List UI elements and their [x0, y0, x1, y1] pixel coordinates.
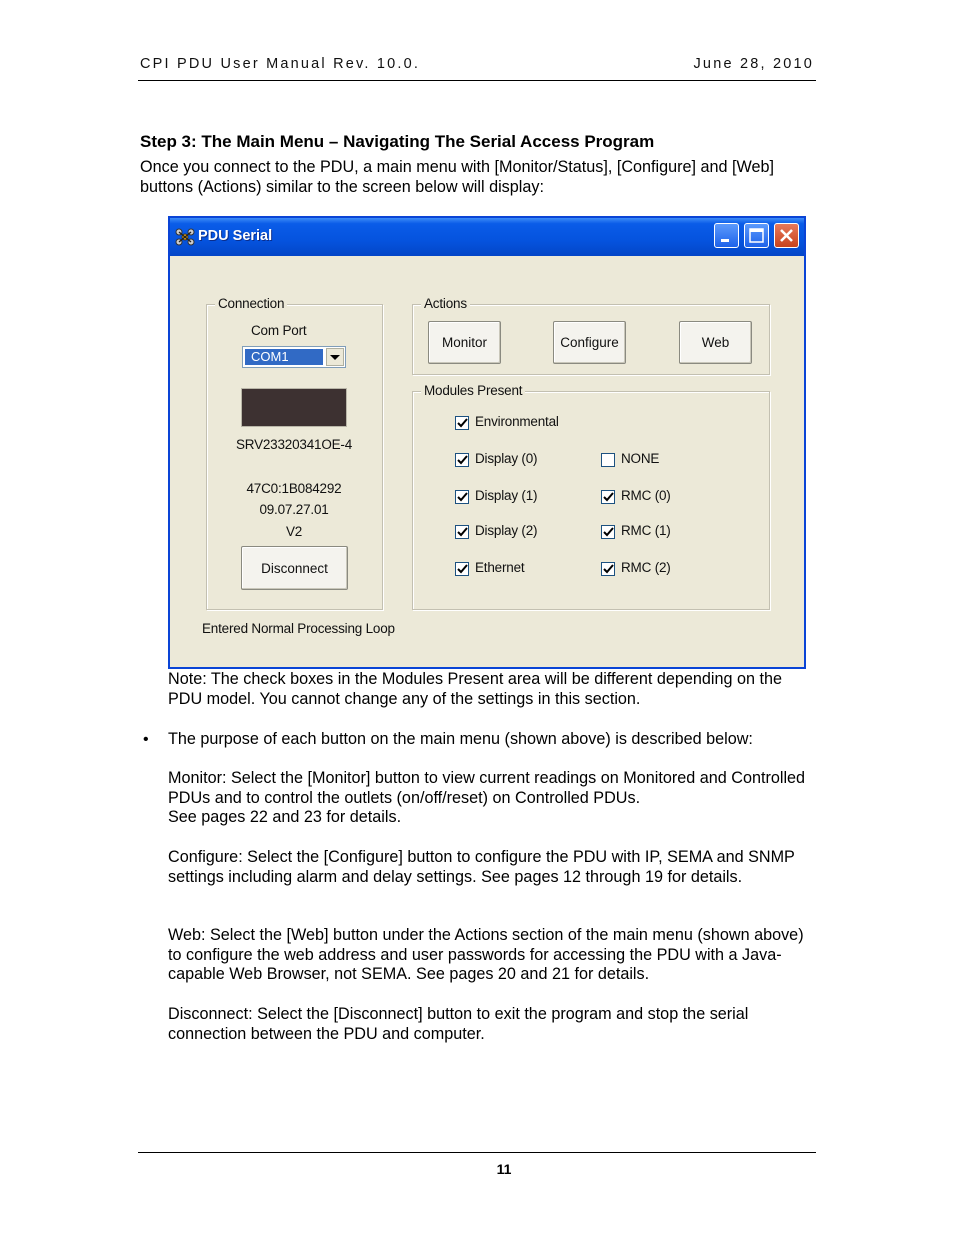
web-description-text: Web: Select the [Web] button under the Actions section of the main menu (shown above) to configure the web address and user passwords for accessing the PDU with a Java-capable Web Browser, not SEMA. See pages 20 and 21 for details.: [168, 926, 804, 984]
intro-paragraph: [140, 158, 820, 197]
configure-button[interactable]: Configure: [553, 321, 626, 364]
checkmark-icon: [457, 418, 468, 429]
disconnect-button[interactable]: Disconnect: [241, 546, 348, 590]
disconnect-description: [168, 1005, 808, 1044]
network-icon: [175, 227, 195, 247]
com-port-select[interactable]: [242, 346, 346, 368]
monitor-description-pages: See pages 22 and 23 for details.: [168, 808, 402, 827]
monitor-description-text: Monitor: Select the [Monitor] button to view current readings on Monitored and Controlled PDUs and to control the outlets (on/off/reset) on Controlled PDUs.: [168, 769, 806, 807]
section-title: Step 3: The Main Menu – Navigating The Serial Access Program: [140, 132, 655, 151]
checkmark-icon: [457, 527, 468, 538]
checkbox-display-2: [455, 525, 469, 539]
module-label: Display (2): [475, 523, 538, 538]
com-port-value: COM1: [245, 349, 323, 365]
module-label: Ethernet: [475, 560, 525, 575]
window-title: PDU Serial: [198, 228, 273, 244]
monitor-button[interactable]: Monitor: [428, 321, 501, 364]
actions-legend: Actions: [421, 296, 470, 311]
configure-description: [168, 848, 808, 887]
bullet-paragraph: [168, 730, 808, 750]
module-label: Display (1): [475, 488, 538, 503]
serial-number: SRV23320341OE-4: [235, 437, 353, 452]
module-label: RMC (0): [621, 488, 671, 503]
modules-legend: Modules Present: [421, 383, 525, 398]
header-title: CPI PDU User Manual Rev. 10.0.: [140, 56, 421, 72]
minimize-icon: [715, 224, 738, 247]
web-description: [168, 926, 808, 985]
checkbox-none: [601, 453, 615, 467]
mac-address: 47C0:1B084292: [246, 481, 342, 496]
module-label: Environmental: [475, 414, 559, 429]
note-paragraph: [168, 670, 808, 709]
header-rule: [138, 80, 816, 81]
checkbox-rmc-0: [601, 490, 615, 504]
checkmark-icon: [603, 527, 614, 538]
module-label: Display (0): [475, 451, 538, 466]
header-date: June 28, 2010: [693, 56, 814, 72]
status-message: Entered Normal Processing Loop: [202, 621, 395, 636]
note-text: Note: The check boxes in the Modules Present area will be different depending on the PDU model. You cannot change any of the settings in this section.: [168, 670, 783, 708]
minimize-button[interactable]: [714, 223, 739, 248]
close-button[interactable]: [774, 223, 799, 248]
module-label: RMC (2): [621, 560, 671, 575]
checkmark-icon: [457, 564, 468, 575]
connection-legend: Connection: [215, 296, 287, 311]
checkmark-icon: [457, 455, 468, 466]
status-display-panel: [241, 388, 347, 427]
title-bar[interactable]: [170, 218, 804, 256]
web-button[interactable]: Web: [679, 321, 752, 364]
configure-description-text: Configure: Select the [Configure] button to configure the PDU with IP, SEMA and SNMP settings including alarm and delay settings. See pages 12 through 19 for details.: [168, 848, 795, 886]
bullet-marker: •: [143, 731, 149, 748]
checkbox-display-1: [455, 490, 469, 504]
hardware-version: V2: [285, 524, 303, 539]
firmware-version: 09.07.27.01: [259, 502, 329, 517]
intro-text: Once you connect to the PDU, a main menu with [Monitor/Status], [Configure] and [Web] buttons (Actions) similar to the screen below will display:: [140, 158, 775, 196]
checkmark-icon: [457, 492, 468, 503]
pdu-serial-window: [168, 216, 806, 669]
checkbox-rmc-1: [601, 525, 615, 539]
chevron-down-icon: [327, 349, 343, 365]
module-label: NONE: [621, 451, 660, 466]
footer-rule: [138, 1152, 816, 1153]
module-label: RMC (1): [621, 523, 671, 538]
checkbox-rmc-2: [601, 562, 615, 576]
bullet-text: The purpose of each button on the main menu (shown above) is described below:: [168, 730, 753, 748]
checkbox-ethernet: [455, 562, 469, 576]
checkbox-environmental: [455, 416, 469, 430]
page-number: 11: [496, 1161, 512, 1177]
dropdown-button[interactable]: [326, 348, 344, 366]
com-port-label: Com Port: [251, 323, 307, 338]
close-icon: [775, 224, 798, 247]
checkbox-display-0: [455, 453, 469, 467]
maximize-button[interactable]: [744, 223, 769, 248]
checkmark-icon: [603, 564, 614, 575]
checkmark-icon: [603, 492, 614, 503]
maximize-icon: [745, 224, 768, 247]
disconnect-description-text: Disconnect: Select the [Disconnect] button to exit the program and stop the serial connection between the PDU and computer.: [168, 1005, 749, 1043]
monitor-description: [168, 769, 808, 828]
